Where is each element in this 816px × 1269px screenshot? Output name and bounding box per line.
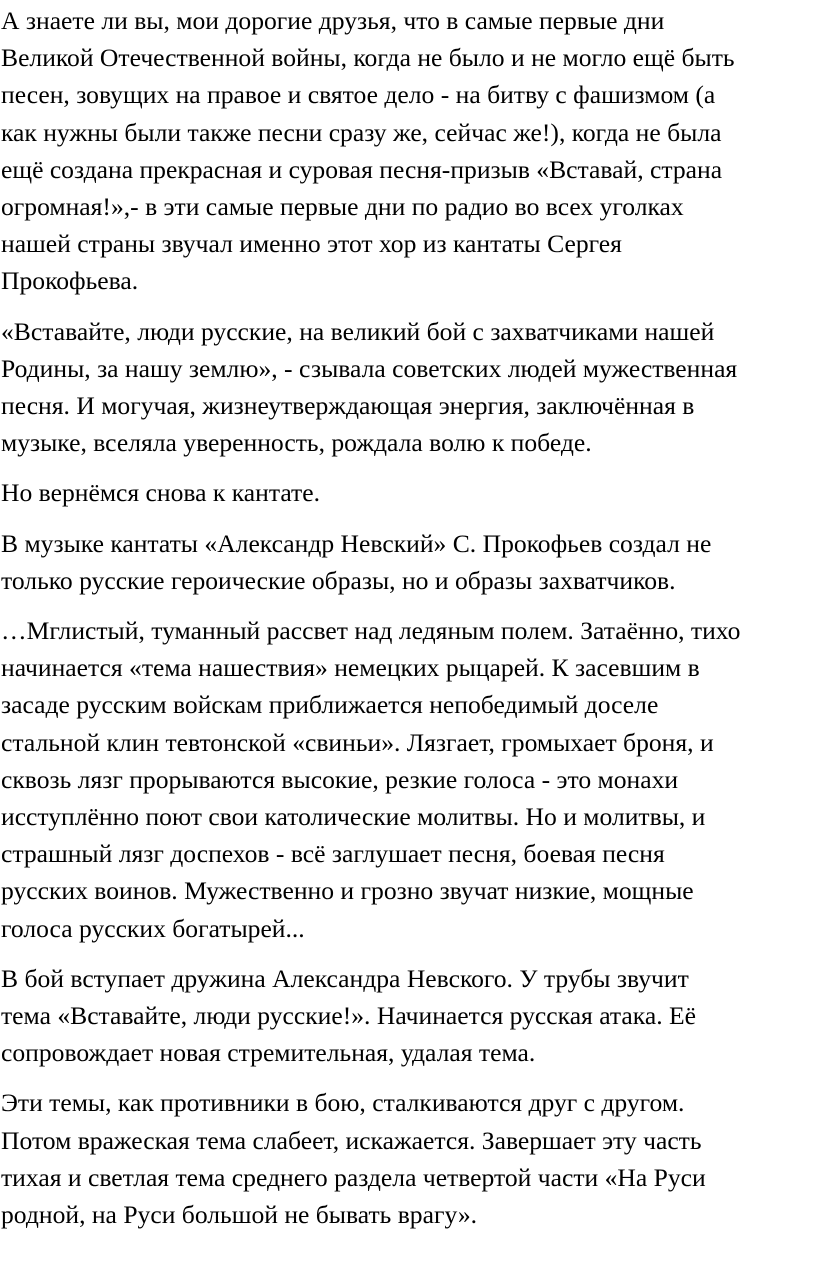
paragraph-themes-clash: Эти темы, как противники в бою, сталкиваются друг с другом. Потом вражеская тема слабеет, искажается. Завершает эту часть тихая и светлая тема среднего раздела четвертой части «На Руси родной, на Руси большой не бывать врагу». <box>1 1088 706 1230</box>
paragraph-return: Но вернёмся снова к кантате. <box>1 478 320 508</box>
paragraph-song-call: «Вставайте, люди русские, на великий бой с захватчиками нашей Родины, за нашу землю», - сзывала советских людей мужественная песня. И могучая, жизнеутверждающая энергия, заключённая в музыке, вселяла уверенность, рождала волю к победе. <box>1 316 738 458</box>
paragraph-intro: А знаете ли вы, мои дорогие друзья, что в самые первые дни Великой Отечественной войны, когда не было и не могло ещё быть песен, зовущих на правое и святое дело - на битву с фашизмом (а как нужны были также песни сразу же, сейчас же!), когда не была ещё создана прекрасная и суровая песня-призыв «Вставай, страна огромная!»,- в эти самые первые дни по радио во всех уголках нашей страны звучал именно этот хор из кантаты Сергея Прокофьева. <box>1 6 735 296</box>
paragraph-invasion: …Мглистый, туманный рассвет над ледяным полем. Затаённо, тихо начинается «тема нашествия» немецких рыцарей. К засевшим в засаде русским войскам приближается непобедимый доселе стальной клин тевтонской «свиньи». Лязгает, громыхает броня, и сквозь лязг прорываются высокие, резкие голоса - это монахи исступлённо поют свои католические молитвы. Но и молитвы, и страшный лязг доспехов - всё заглушает песня, боевая песня русских воинов. Мужественно и грозно звучат низкие, мощные голоса русских богатырей... <box>1 616 741 943</box>
paragraph-battle: В бой вступает дружина Александра Невского. У трубы звучит тема «Вставайте, люди русские!». Начинается русская атака. Её сопровождает новая стремительная, удалая тема. <box>1 963 696 1068</box>
paragraph-cantata-images: В музыке кантаты «Александр Невский» С. Прокофьев создал не только русские героические образы, но и образы захватчиков. <box>1 528 712 595</box>
